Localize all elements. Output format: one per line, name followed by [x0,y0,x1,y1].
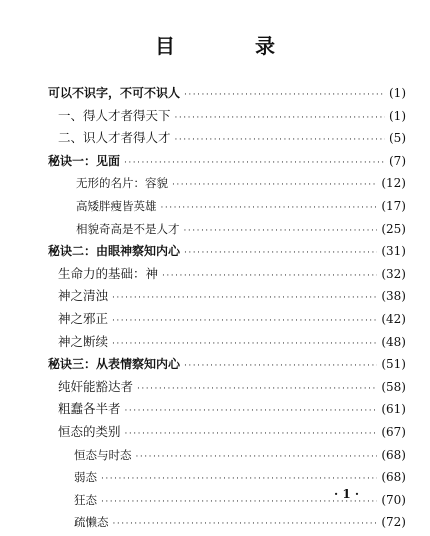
toc-entry[interactable] [48,466,406,489]
toc-entry-label: 一、得人才者得天下 [58,107,171,123]
toc-entry-page: (12) [381,176,406,191]
toc-entry[interactable] [48,82,406,105]
toc-entry-page: (68) [381,470,406,485]
dot-leader [136,446,378,469]
dot-leader [184,84,385,107]
toc-entry-label: 纯奸能豁达者 [58,378,134,394]
toc-entry-label: 生命力的基础：神 [58,265,159,281]
toc-entry-page: (61) [381,402,406,417]
toc-entry[interactable] [48,127,406,150]
toc-entry-page: (38) [381,289,406,304]
toc-entry[interactable] [48,195,406,218]
toc-entry-label: 秘诀二：由眼神察知内心 [48,244,181,259]
toc-entry-page: (32) [381,266,406,281]
toc-entry[interactable] [48,285,406,308]
dot-leader [124,152,385,175]
toc-entry-page: (31) [381,244,406,259]
toc-entry-label: 狂态 [74,492,97,507]
dot-leader [184,242,377,265]
toc-entry-label: 神之断续 [58,333,109,349]
toc-entry-label: 高矮胖瘦皆英雄 [76,198,157,213]
toc-entry-label: 可以不识字，不可不识人 [48,86,181,100]
dot-leader [184,220,378,243]
toc-entry-label: 秘诀一：见面 [48,153,121,168]
toc-entry-page: (1) [389,86,406,100]
dot-leader [112,310,377,333]
toc-entry-label: 恒态的类别 [58,423,121,439]
toc-entry-label: 无形的名片：容貌 [76,176,168,191]
dot-leader [112,333,377,356]
dot-leader [112,287,377,310]
toc-entry[interactable] [48,331,406,354]
toc-entry-label: 粗蠢各半者 [58,401,121,417]
toc-entry-page: (25) [381,221,406,236]
toc-entry[interactable] [48,172,406,195]
toc-entry-page: (72) [381,515,406,530]
toc-entry-label: 神之邪正 [58,310,109,326]
toc-entry[interactable] [48,150,406,173]
toc-entry[interactable] [48,218,406,241]
toc-entry-label: 弱态 [74,470,97,485]
toc-entry[interactable] [48,398,406,421]
table-of-contents [48,82,406,534]
toc-entry-page: (5) [389,131,406,146]
toc-entry-label: 疏懒态 [74,515,109,530]
dot-leader [184,355,377,378]
toc-entry[interactable] [48,376,406,399]
toc-entry-page: (51) [381,357,406,372]
page-title: 目 录 [155,34,305,58]
toc-entry[interactable] [48,308,406,331]
toc-entry[interactable] [48,240,406,263]
toc-entry-label: 相貌奇高是不是人才 [76,221,180,236]
toc-entry[interactable] [48,353,406,376]
dot-leader [172,174,377,197]
toc-entry-label: 二、识人才者得人才 [58,130,171,146]
toc-entry-label: 恒态与时态 [74,447,132,462]
toc-entry-label: 秘诀三：从表情察知内心 [48,357,181,372]
toc-entry-page: (17) [381,198,406,213]
dot-leader [113,513,378,536]
dot-leader [125,423,378,446]
toc-entry-label: 神之清浊 [58,288,109,304]
dot-leader [162,265,377,288]
toc-entry-page: (42) [381,311,406,326]
toc-entry-page: (58) [381,379,406,394]
dot-leader [125,400,378,423]
dot-leader [175,129,385,152]
toc-entry-page: (1) [389,108,406,123]
toc-entry-page: (48) [381,334,406,349]
toc-entry-page: (70) [381,492,406,507]
toc-entry-page: (67) [381,424,406,439]
toc-entry[interactable] [48,263,406,286]
toc-entry[interactable] [48,421,406,444]
toc-entry-page: (7) [389,153,406,168]
toc-entry[interactable] [48,105,406,128]
dot-leader [161,197,378,220]
page-number: · 1 · [334,487,360,501]
toc-entry[interactable] [48,444,406,467]
toc-entry-page: (68) [381,447,406,462]
dot-leader [175,107,385,130]
dot-leader [137,378,377,401]
